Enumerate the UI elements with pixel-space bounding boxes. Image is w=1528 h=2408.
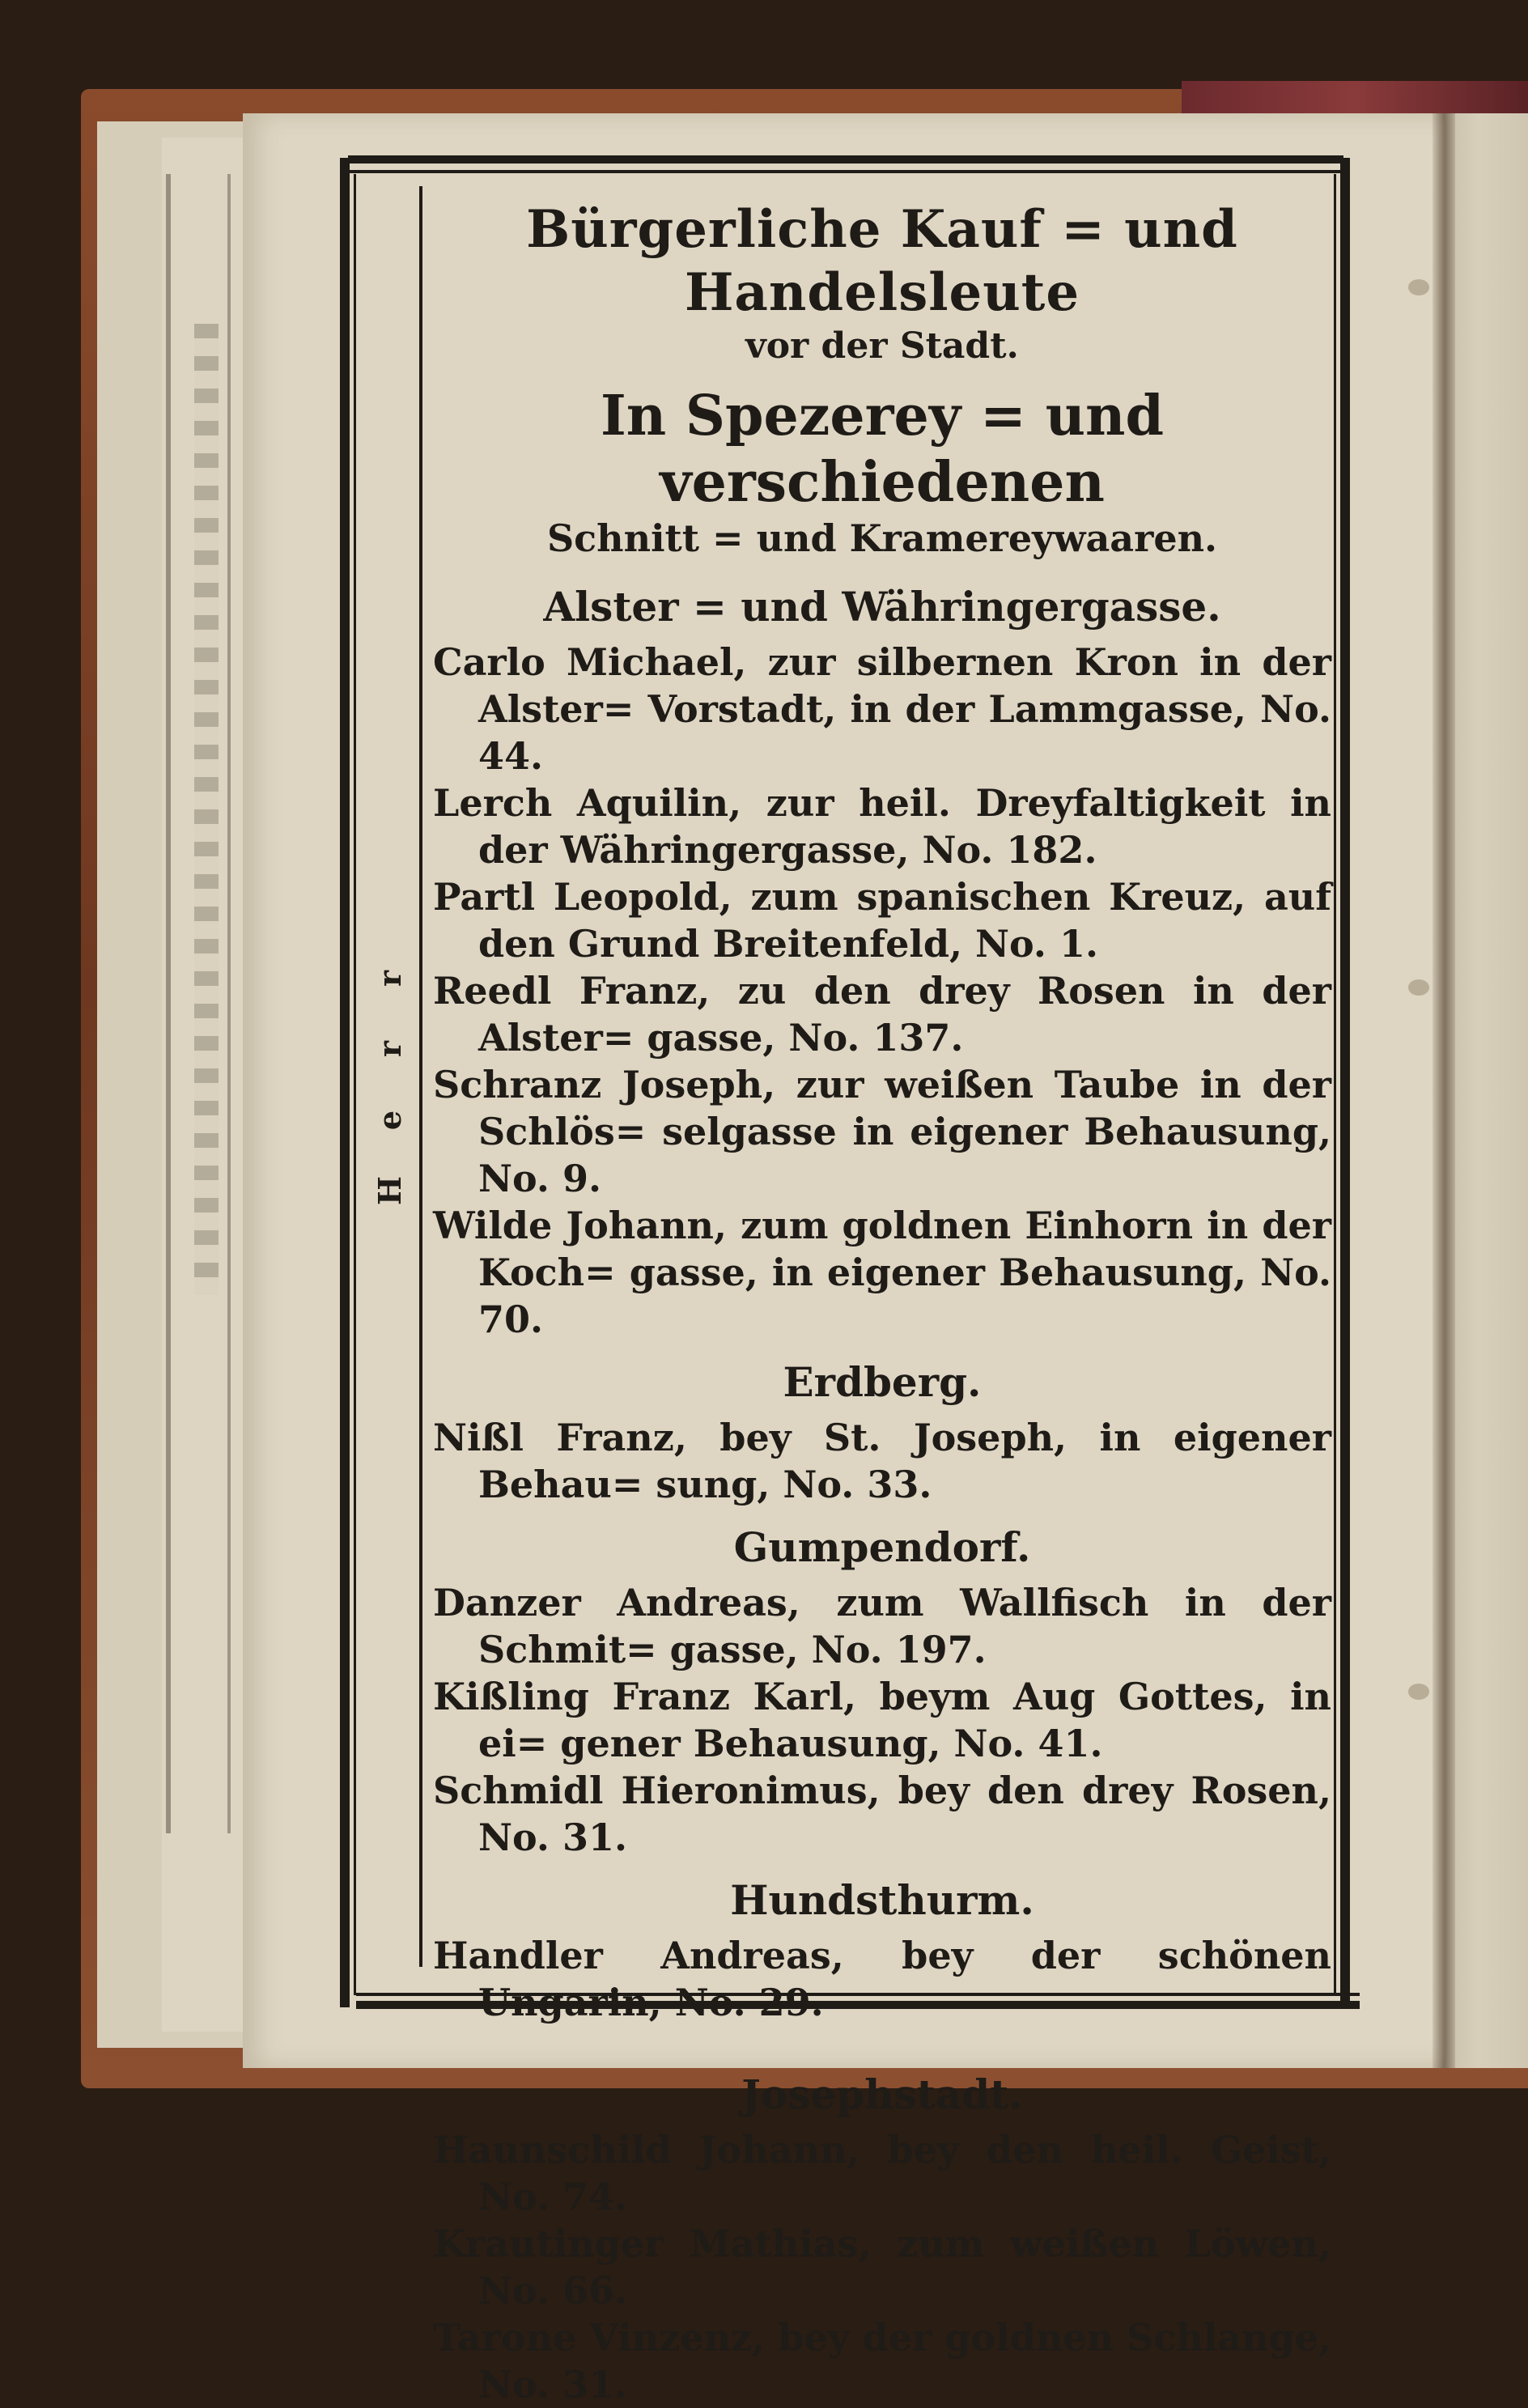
page-content [433, 198, 1331, 2408]
page-subtitle: vor der Stadt. [745, 325, 1019, 367]
book-gutter [1432, 113, 1455, 2068]
frame-rule-top [348, 155, 1343, 164]
previous-page-text-edge [194, 324, 219, 1295]
district-heading: Josephstadt. [741, 2070, 1023, 2118]
merchant-entry: Nißl Franz, bey St. Joseph, in eigener Behau= sung, No. 33. [433, 1416, 1331, 1506]
merchant-entry: Tarone Vinzenz, bey der goldnen Schlange, No. 31. [433, 2316, 1331, 2406]
category-subtitle: Schnitt = und Kramereywaaren. [546, 516, 1218, 560]
binding-stitch [1408, 979, 1429, 996]
side-label-letter: r [371, 1041, 408, 1058]
district-heading: Gumpendorf. [733, 1523, 1031, 1571]
merchant-entry: Schranz Joseph, zur weißen Taube in der Schlös= selgasse in eigener Behausung, No. 9. [433, 1063, 1331, 1200]
merchant-entry: Haunschild Johann, bey den heil. Geist, No. 74. [433, 2128, 1331, 2219]
side-label-letter: r [371, 970, 408, 987]
frame-rule-right-thin [1334, 174, 1336, 1995]
merchant-entry: Lerch Aquilin, zur heil. Dreyfaltigkeit in der Währingergasse, No. 182. [433, 781, 1331, 872]
merchant-entry: Danzer Andreas, zum Wallfisch in der Schmit= gasse, No. 197. [433, 1581, 1331, 1671]
side-label-letter: e [371, 1110, 408, 1130]
frame-rule-left [340, 158, 350, 2007]
merchant-entry: Handler Andreas, bey der schönen Ungarin, No. 29. [433, 1934, 1331, 2024]
district-heading: Erdberg. [783, 1358, 982, 1406]
merchant-entry: Krautinger Mathias, zum weißen Löwen, No. 66. [433, 2222, 1331, 2312]
merchant-entry: Kißling Franz Karl, beym Aug Gottes, in ei= gener Behausung, No. 41. [433, 1675, 1331, 1765]
side-label-letter: H [371, 1176, 408, 1205]
binding-stitch [1408, 1684, 1429, 1700]
merchant-entry: Carlo Michael, zur silbernen Kron in der Alster= Vorstadt, in der Lammgasse, No. 44. [433, 640, 1331, 778]
merchant-entry: Wilde Johann, zum goldnen Einhorn in der Koch= gasse, in eigener Behausung, No. 70. [433, 1204, 1331, 1341]
side-label-herr [366, 963, 414, 1206]
frame-rule-left-thin [354, 174, 356, 1995]
district-heading: Hundsthurm. [730, 1876, 1034, 1924]
category-title: In Spezerey = und verschiedenen [600, 384, 1165, 515]
merchant-entry: Reedl Franz, zu den drey Rosen in der Alster= gasse, No. 137. [433, 969, 1331, 1060]
merchant-entry: Schmidl Hieronimus, bey den drey Rosen, No. 31. [433, 1769, 1331, 1859]
district-heading: Alster = und Währingergasse. [543, 583, 1221, 631]
spacer [433, 2026, 1331, 2055]
column-rule [419, 186, 422, 1967]
facing-page-edge [1445, 113, 1528, 2068]
frame-rule-right [1340, 158, 1350, 2007]
page-title: Bürgerliche Kauf = und Handelsleute [526, 199, 1238, 323]
frame-rule-top-thin [348, 170, 1343, 173]
merchant-entry: Partl Leopold, zum spanischen Kreuz, auf den Grund Breitenfeld, No. 1. [433, 875, 1331, 966]
binding-stitch [1408, 279, 1429, 295]
